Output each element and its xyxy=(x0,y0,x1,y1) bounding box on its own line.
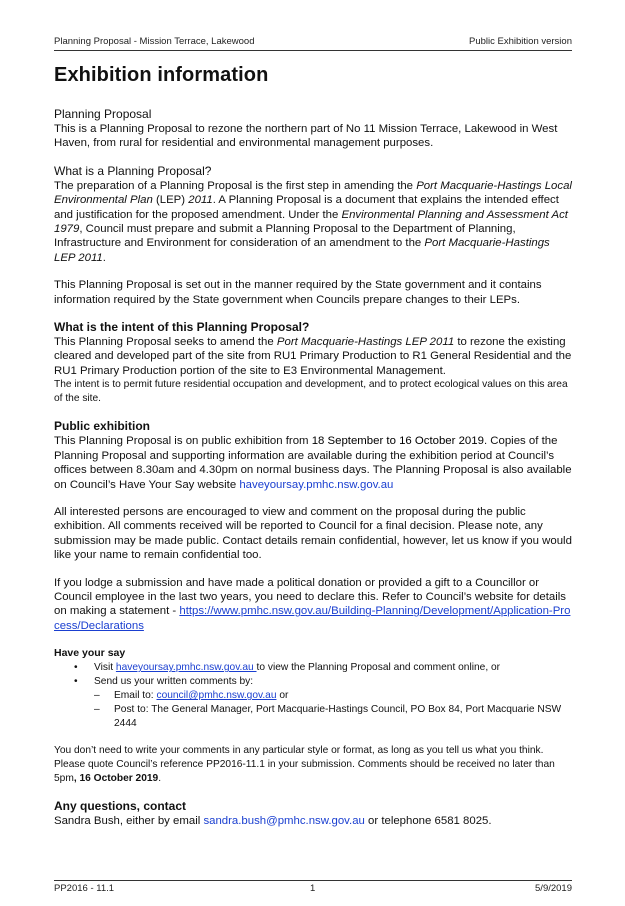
text-run: This Planning Proposal is on public exhibition from xyxy=(54,435,312,448)
text-run: to rezone the existing cleared and developed part of the site from RU1 Primary Production to R1 General Residential and the RU1 Primary Production portion of the site to E3 Environmental Management. xyxy=(54,336,572,377)
list-item xyxy=(54,661,572,675)
text-run: . Copies of the Planning Proposal and supporting information are available during the exhibition period at Council’s offices between 8.30am and 4.30pm on normal business days. The Planning Proposal is also available on Council’s Have Your Say website xyxy=(54,435,572,491)
page-header xyxy=(54,36,572,51)
section-heading-what-is: What is a Planning Proposal? xyxy=(54,163,212,178)
page-footer xyxy=(54,880,572,896)
section-paragraph: All interested persons are encouraged to view and comment on the proposal during the public exhibition. All comments received will be reported to Council for a final decision. Please note, any submission may be made public. Contact details remain confidential, however, let us know if you would like your name to remain confidential too. xyxy=(54,505,572,562)
text-run: The preparation of a Planning Proposal is the first step in amending the xyxy=(54,179,417,192)
section-paragraph xyxy=(54,814,572,828)
text-run: Visit xyxy=(94,662,116,674)
list-item xyxy=(54,675,572,731)
text-run: . xyxy=(102,251,106,264)
list-item xyxy=(54,703,572,731)
postal-address: Post to: The General Manager, Port Macquarie-Hastings Council, PO Box 84, Port Macquarie NSW 2444 xyxy=(114,704,562,730)
header-left-text: Planning Proposal - Mission Terrace, Lakewood xyxy=(54,36,255,47)
text-run: or xyxy=(276,690,289,702)
contact-email-link[interactable]: sandra.bush@pmhc.nsw.gov.au xyxy=(203,815,365,828)
text-run-italic: 2011 xyxy=(188,194,213,207)
section-paragraph xyxy=(54,434,572,492)
section-heading-planning-proposal: Planning Proposal xyxy=(54,107,152,121)
text-run: . A Planning Proposal is a document that explains the intended effect and justification for the proposed amendment. Under the xyxy=(54,194,559,221)
text-run: This Planning Proposal seeks to amend the xyxy=(54,336,277,349)
section-heading-intent: What is the intent of this Planning Proposal? xyxy=(54,320,310,335)
section-heading-contact: Any questions, contact xyxy=(54,799,187,814)
section-heading-have-your-say: Have your say xyxy=(54,647,126,660)
page-content xyxy=(54,64,572,829)
section-paragraph: This Planning Proposal is set out in the manner required by the State government and it contains information required by the State government when Councils prepare changes to their LEPs. xyxy=(54,279,542,306)
footer-date: 5/9/2019 xyxy=(535,883,572,894)
section-paragraph xyxy=(54,179,572,265)
text-run-italic: Port Macquarie-Hastings LEP 2011 xyxy=(276,336,455,349)
text-run: If you lodge a submission and have made a political donation or provided a gift to a Councillor or Council employee in the last two years, you need to declare this. Refer to Council’s website for details on making a statement - xyxy=(54,576,567,618)
bullet-glyph: • xyxy=(74,662,78,674)
have-your-say-link[interactable]: haveyoursay.pmhc.nsw.gov.au xyxy=(239,478,394,491)
deadline-date: , 16 October 2019 xyxy=(73,773,159,785)
section-paragraph xyxy=(54,576,572,634)
section-heading-public-exhibition: Public exhibition xyxy=(54,419,151,434)
text-run: Sandra Bush, either by email xyxy=(54,815,204,828)
header-right-text: Public Exhibition version xyxy=(469,36,572,47)
text-run: (LEP) xyxy=(152,194,189,207)
text-run: Email to: xyxy=(114,690,157,702)
section-paragraph-small: The intent is to permit future residential occupation and development, and to protect ecological values on this area of the site. xyxy=(54,379,568,405)
declarations-link[interactable]: https://www.pmhc.nsw.gov.au/Building-Planning/Development/Application-Process/Declarations xyxy=(54,605,571,632)
text-run-italic: Environmental Planning and Assessment Act 1979 xyxy=(54,208,568,236)
text-run: or telephone 6581 8025. xyxy=(364,815,492,828)
section-body: This is a Planning Proposal to rezone the northern part of No 11 Mission Terrace, Lakewood in West Haven, from rural for residential and environmental management purposes. xyxy=(54,123,558,150)
council-email-link[interactable]: council@pmhc.nsw.gov.au xyxy=(156,690,277,702)
dash-glyph: – xyxy=(94,690,100,702)
submission-methods-list xyxy=(54,689,572,731)
text-run-italic: Port Macquarie-Hastings LEP 2011 xyxy=(54,237,550,264)
have-your-say-link[interactable]: haveyoursay.pmhc.nsw.gov.au xyxy=(115,662,257,674)
text-run: to view the Planning Proposal and comment online, or xyxy=(256,662,501,674)
text-run: . xyxy=(158,773,162,785)
exhibition-dates: 18 September to 16 October 2019 xyxy=(311,435,484,448)
section-paragraph xyxy=(54,335,572,378)
section-paragraph-small xyxy=(54,744,572,786)
bullet-glyph: • xyxy=(74,676,78,688)
page-number: 1 xyxy=(310,883,316,894)
text-run: , Council must prepare and submit a Planning Proposal to the Department of Planning, Infrastructure and Environment for consideration of an amendment to the xyxy=(54,223,516,250)
page-title: Exhibition information xyxy=(54,64,269,86)
list-item xyxy=(54,689,572,703)
footer-reference: PP2016 - 11.1 xyxy=(54,883,115,894)
have-your-say-list xyxy=(54,661,572,731)
dash-glyph: – xyxy=(94,704,100,716)
text-run-italic: Port Macquarie-Hastings Local Environmental Plan xyxy=(54,179,572,207)
text-run: Send us your written comments by: xyxy=(94,676,254,688)
text-run: You don’t need to write your comments in any particular style or format, as long as you tell us what you think. Please quote Council’s reference PP2016-11.1 in your submission. Comments should be received no later than 5pm xyxy=(54,745,555,785)
